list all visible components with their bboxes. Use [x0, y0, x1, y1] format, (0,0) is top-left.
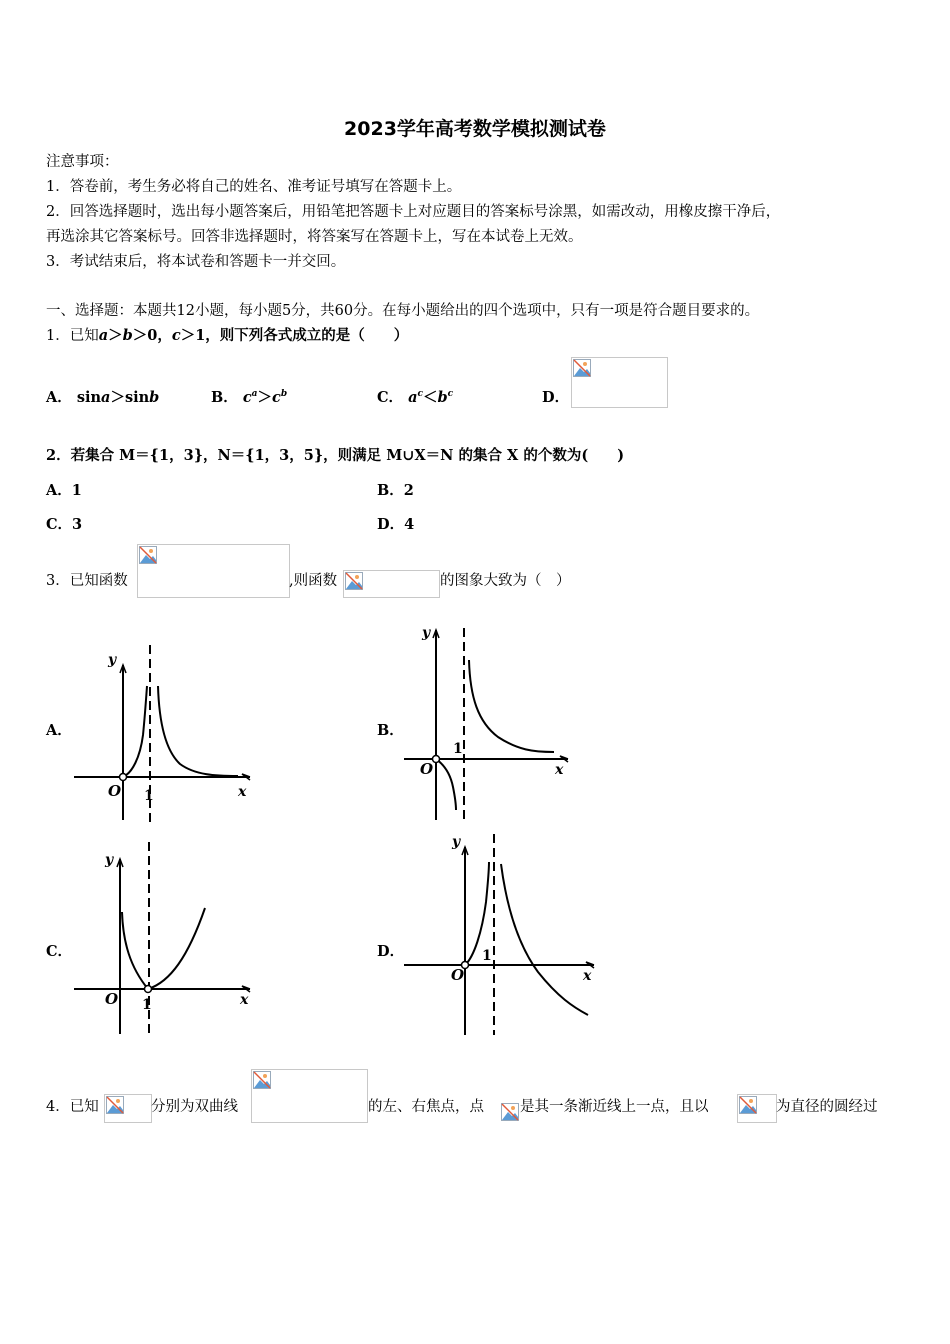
svg-text:1: 1 — [482, 948, 492, 964]
svg-text:O: O — [105, 990, 119, 1008]
q4-image-4 — [737, 1094, 777, 1123]
broken-image-icon — [139, 546, 157, 564]
q2-option-b: B．2 — [377, 482, 414, 499]
q1-stem: 1．已知a＞b＞0，c＞1，则下列各式成立的是（ ） — [46, 327, 409, 344]
q4-prefix: 4．已知 — [46, 1099, 99, 1115]
q3-graph-c — [70, 842, 260, 1037]
broken-image-icon — [573, 359, 591, 377]
svg-text:x: x — [238, 784, 247, 800]
notice-item-3: 3．考试结束后，将本试卷和答题卡一并交回。 — [46, 254, 346, 270]
svg-text:O: O — [108, 782, 122, 800]
q2-option-a: A．1 — [46, 482, 82, 499]
broken-image-icon — [253, 1071, 271, 1089]
svg-text:y: y — [105, 852, 114, 868]
q1-option-d-label: D． — [542, 389, 570, 406]
q4-text-4: 为直径的圆经过 — [776, 1099, 878, 1115]
svg-text:1: 1 — [142, 997, 152, 1013]
q1-option-a: A． sina＞sinb — [46, 389, 160, 406]
broken-image-icon — [345, 572, 363, 590]
q3-stem-suffix: 的图象大致为（ ） — [440, 573, 571, 589]
svg-text:O: O — [420, 760, 434, 778]
q3-graph-d — [398, 832, 598, 1037]
curve-right — [158, 686, 238, 776]
q4-image-1 — [104, 1094, 152, 1123]
q3-option-b-label: B． — [377, 722, 404, 739]
notice-item-2: 2．回答选择题时，选出每小题答案后，用铅笔把答题卡上对应题目的答案标号涂黑，如需改动，用橡皮擦干净后， — [46, 204, 781, 220]
svg-text:y: y — [452, 834, 461, 850]
broken-image-icon — [106, 1096, 124, 1114]
q3-option-d-label: D． — [377, 943, 405, 960]
svg-text:x: x — [555, 762, 564, 778]
q3-stem-prefix: 3．已知函数 — [46, 573, 128, 589]
q4-text-2: 的左、右焦点，点 — [368, 1099, 484, 1115]
svg-text:O: O — [451, 966, 465, 984]
q3-function-image-2 — [343, 570, 440, 598]
q2-option-c: C．3 — [46, 516, 83, 533]
q1-option-c: C． $a^c<b^c$ — [377, 389, 454, 406]
svg-text:1: 1 — [144, 788, 154, 804]
curve-left — [436, 759, 456, 810]
q3-function-image — [137, 544, 290, 598]
broken-image-icon — [739, 1096, 757, 1114]
q3-graph-b — [398, 622, 578, 822]
section-heading: 一、选择题：本题共12小题，每小题5分，共60分。在每小题给出的四个选项中，只有一项是符合题目要求的。 — [46, 303, 760, 319]
curve-right — [148, 908, 205, 989]
curve-left — [122, 912, 148, 989]
curve-right — [501, 864, 588, 1015]
q2-option-d: D．4 — [377, 516, 415, 533]
broken-image-icon — [501, 1103, 519, 1121]
svg-text:x: x — [240, 992, 249, 1008]
q3-option-c-label: C． — [46, 943, 73, 960]
q3-stem-mid: ,则函数 — [289, 573, 338, 589]
notice-heading: 注意事项： — [46, 154, 119, 170]
svg-text:1: 1 — [453, 741, 463, 757]
notice-item-1: 1．答卷前，考生务必将自己的姓名、准考证号填写在答题卡上。 — [46, 179, 462, 195]
curve-left — [123, 686, 147, 777]
svg-text:y: y — [422, 625, 431, 641]
q1-option-d-image — [571, 357, 668, 408]
q4-image-3 — [501, 1103, 519, 1121]
q4-text-1: 分别为双曲线 — [151, 1099, 238, 1115]
page-title: 2023学年高考数学模拟测试卷 — [344, 118, 606, 140]
q1-option-b: B． $c^a>c^b$ — [211, 389, 288, 406]
notice-item-2-cont: 再选涂其它答案标号。回答非选择题时，将答案写在答题卡上，写在本试卷上无效。 — [46, 229, 583, 245]
svg-text:x: x — [583, 968, 592, 984]
svg-text:y: y — [108, 652, 117, 668]
q3-option-a-label: A． — [46, 722, 72, 739]
q4-image-2 — [251, 1069, 368, 1123]
q2-stem: 2．若集合 M＝{1，3}，N＝{1，3，5}，则满足 M∪X＝N 的集合 X 的个数为( ) — [46, 447, 625, 464]
q3-graph-a — [70, 640, 260, 825]
curve-right — [469, 660, 554, 752]
q4-text-3: 是其一条渐近线上一点，且以 — [520, 1099, 709, 1115]
